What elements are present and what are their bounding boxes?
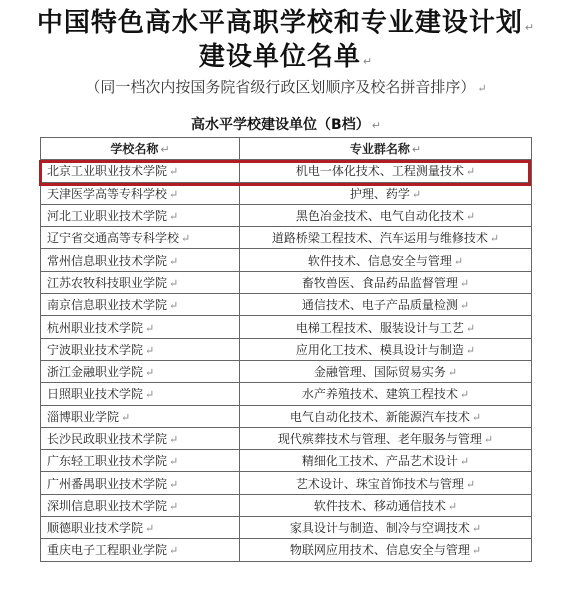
table-row — [41, 539, 532, 561]
school-name-cell: 江苏农牧科技职业学院 ↵ — [41, 271, 240, 293]
school-name-cell: 宁波职业技术学院 ↵ — [41, 338, 240, 360]
major-group-cell: 水产养殖技术、建筑工程技术 ↵ — [240, 383, 532, 405]
major-group-cell: 通信技术、电子产品质量检测 ↵ — [240, 294, 532, 316]
table-row — [41, 427, 532, 449]
table-row — [41, 294, 532, 316]
page-subtitle: （同一档次内按国务院省级行政区划顺序及校名拼音排序） ↵ — [85, 78, 487, 96]
table-row — [41, 316, 532, 338]
column-header-major: 专业群名称 ↵ — [240, 138, 532, 160]
table-row — [41, 360, 532, 382]
major-group-cell: 精细化工技术、产品艺术设计 ↵ — [240, 450, 532, 472]
school-name-cell: 淄博职业学院 ↵ — [41, 405, 240, 427]
school-name-cell: 北京工业职业技术学院 ↵ — [41, 160, 240, 182]
major-group-cell: 机电一体化技术、工程测量技术 ↵ — [240, 160, 532, 182]
school-name-cell: 顺德职业技术学院 ↵ — [41, 517, 240, 539]
table-row — [41, 517, 532, 539]
school-name-cell: 常州信息职业技术学院 ↵ — [41, 249, 240, 271]
table-header-row — [41, 138, 532, 160]
school-name-cell: 南京信息职业技术学院 ↵ — [41, 294, 240, 316]
school-name-cell: 辽宁省交通高等专科学校 ↵ — [41, 227, 240, 249]
school-name-cell: 日照职业技术学院 ↵ — [41, 383, 240, 405]
major-group-cell: 物联网应用技术、信息安全与管理 ↵ — [240, 539, 532, 561]
table-row — [41, 182, 532, 204]
table-row — [41, 494, 532, 516]
table-row — [41, 338, 532, 360]
major-group-cell: 软件技术、信息安全与管理 ↵ — [240, 249, 532, 271]
school-name-cell: 杭州职业技术学院 ↵ — [41, 316, 240, 338]
table-row — [41, 204, 532, 226]
major-group-cell: 现代殡葬技术与管理、老年服务与管理 ↵ — [240, 427, 532, 449]
table-row — [41, 383, 532, 405]
major-group-cell: 电梯工程技术、服装设计与工艺 ↵ — [240, 316, 532, 338]
school-name-cell: 广州番禺职业技术学院 ↵ — [41, 472, 240, 494]
school-name-cell: 重庆电子工程职业学院 ↵ — [41, 539, 240, 561]
table-title: 高水平学校建设单位（B档） ↵ — [191, 117, 381, 133]
page-title-line-2: 建设单位名单 ↵ — [198, 42, 374, 72]
table-row — [41, 472, 532, 494]
column-header-school: 学校名称 ↵ — [41, 138, 240, 160]
major-group-cell: 道路桥梁工程技术、汽车运用与维修技术 ↵ — [240, 227, 532, 249]
page-title-line-1: 中国特色高水平高职学校和专业建设计划 ↵ — [36, 8, 536, 38]
major-group-cell: 畜牧兽医、食品药品监督管理 ↵ — [240, 271, 532, 293]
table-row — [41, 160, 532, 182]
major-group-cell: 金融管理、国际贸易实务 ↵ — [240, 360, 532, 382]
major-group-cell: 护理、药学 ↵ — [240, 182, 532, 204]
table-row — [41, 227, 532, 249]
school-name-cell: 深圳信息职业技术学院 ↵ — [41, 494, 240, 516]
school-name-cell: 浙江金融职业学院 ↵ — [41, 360, 240, 382]
school-name-cell: 长沙民政职业技术学院 ↵ — [41, 427, 240, 449]
school-name-cell: 天津医学高等专科学校 ↵ — [41, 182, 240, 204]
major-group-cell: 应用化工技术、模具设计与制造 ↵ — [240, 338, 532, 360]
school-list-table — [40, 137, 532, 562]
school-name-cell: 广东轻工职业技术学院 ↵ — [41, 450, 240, 472]
school-name-cell: 河北工业职业技术学院 ↵ — [41, 204, 240, 226]
major-group-cell: 软件技术、移动通信技术 ↵ — [240, 494, 532, 516]
table-row — [41, 249, 532, 271]
major-group-cell: 电气自动化技术、新能源汽车技术 ↵ — [240, 405, 532, 427]
table-row — [41, 450, 532, 472]
table-row — [41, 271, 532, 293]
major-group-cell: 黑色冶金技术、电气自动化技术 ↵ — [240, 204, 532, 226]
table-row — [41, 405, 532, 427]
major-group-cell: 艺术设计、珠宝首饰技术与管理 ↵ — [240, 472, 532, 494]
major-group-cell: 家具设计与制造、制冷与空调技术 ↵ — [240, 517, 532, 539]
